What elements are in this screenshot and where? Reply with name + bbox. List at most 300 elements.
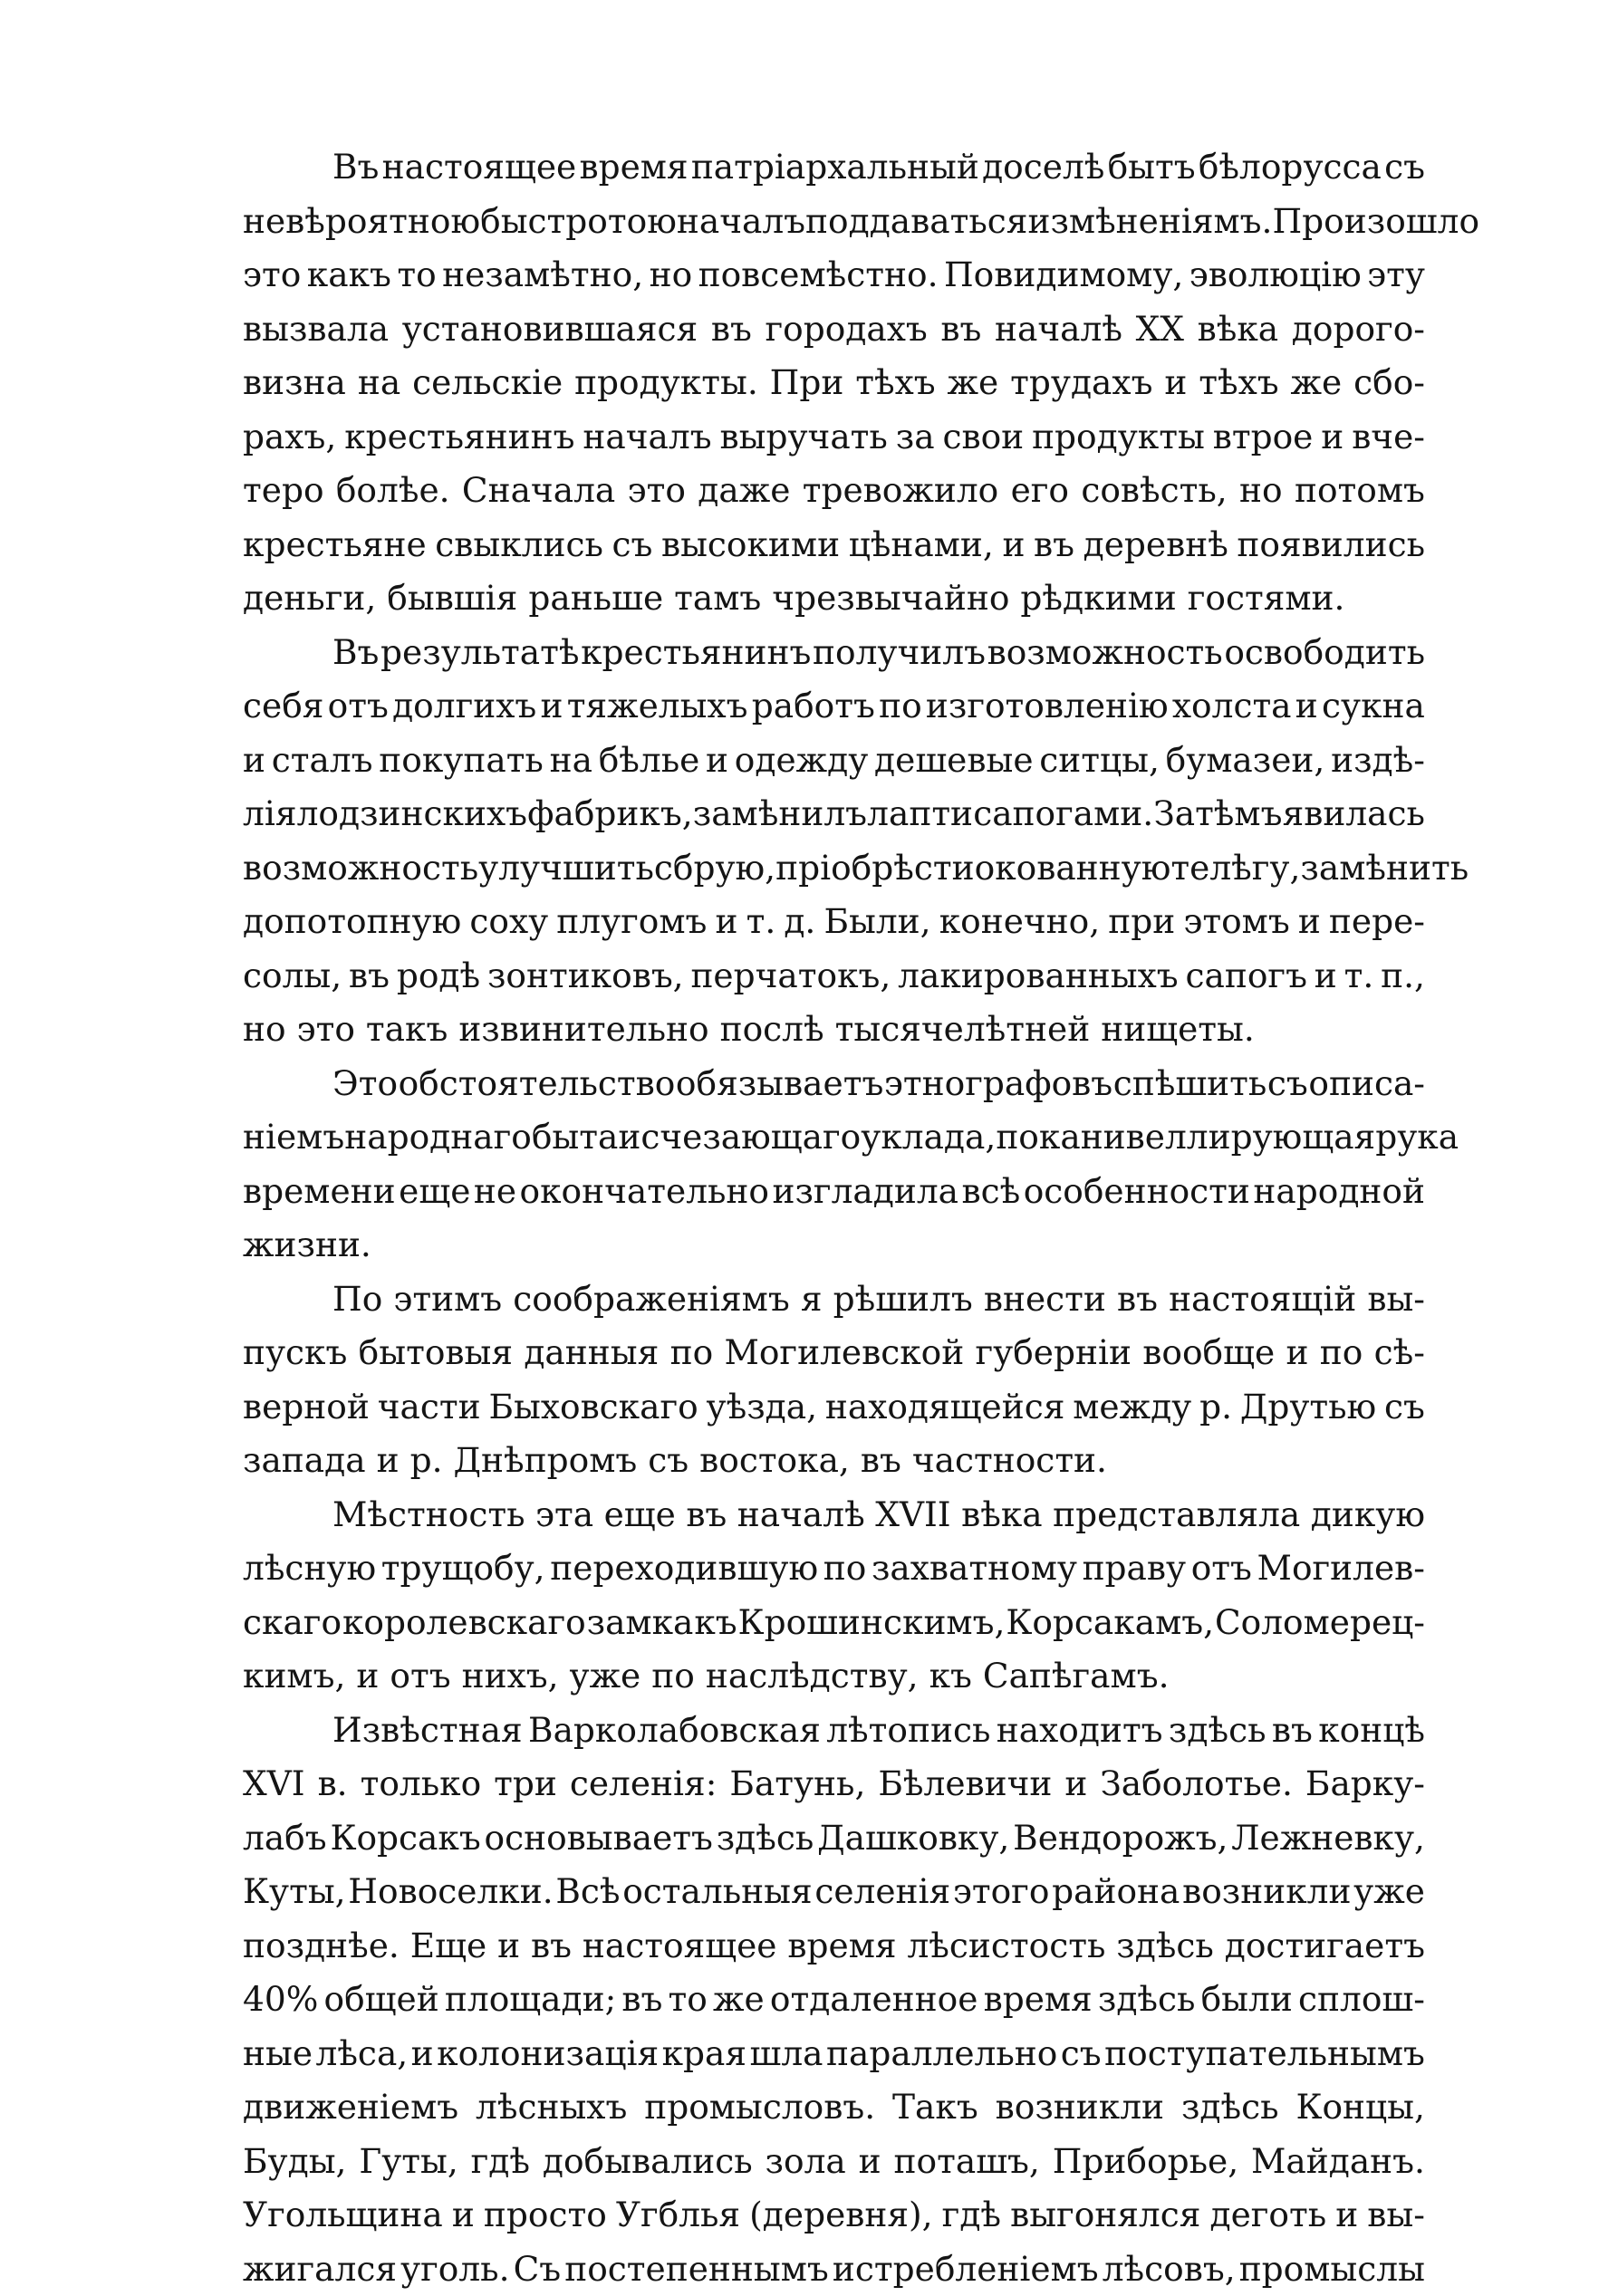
word: улучшить bbox=[478, 841, 654, 896]
text-line bbox=[243, 464, 1425, 518]
word: же bbox=[1291, 356, 1343, 410]
word: по bbox=[670, 1326, 714, 1380]
word: долгихъ bbox=[392, 679, 536, 734]
paragraph bbox=[243, 1273, 1425, 1488]
word: быта bbox=[532, 1110, 619, 1165]
word: такъ bbox=[366, 1003, 448, 1057]
word: раньше bbox=[528, 572, 663, 626]
paragraph bbox=[243, 1488, 1425, 1704]
word: къ bbox=[694, 1596, 737, 1650]
word: вы- bbox=[1367, 2188, 1425, 2243]
word: промыслы bbox=[1239, 2243, 1425, 2296]
word: освободить bbox=[1224, 626, 1425, 680]
word: пріобрѣсти bbox=[775, 841, 975, 896]
word: здѣсь bbox=[1169, 1704, 1266, 1758]
word: возможность bbox=[987, 626, 1223, 680]
word: Съ bbox=[514, 2243, 562, 2296]
word: сбрую, bbox=[654, 841, 775, 896]
word: холста bbox=[1172, 679, 1292, 734]
word: Еще bbox=[410, 1919, 486, 1974]
word: сталъ bbox=[272, 734, 373, 788]
word: свои bbox=[942, 410, 1024, 465]
word: въ bbox=[861, 1434, 901, 1488]
text-line bbox=[243, 1704, 1425, 1758]
word: но bbox=[243, 1003, 286, 1057]
word: Повидимому, bbox=[944, 248, 1183, 303]
word: лѣса, bbox=[316, 2027, 409, 2081]
text-line bbox=[243, 572, 1425, 626]
word: позднѣе. bbox=[243, 1919, 400, 1974]
word: крестьянинъ bbox=[581, 626, 811, 680]
word: плугомъ bbox=[556, 895, 707, 949]
word: были bbox=[1201, 1973, 1293, 2027]
word: въ bbox=[940, 303, 981, 357]
word: бумазеи, bbox=[1166, 734, 1325, 788]
word: ніемъ bbox=[243, 1110, 344, 1165]
word: сельскіе bbox=[412, 356, 563, 410]
text-line bbox=[243, 410, 1425, 465]
word: части bbox=[378, 1380, 481, 1435]
word: сапогами. bbox=[973, 787, 1153, 841]
word: въ bbox=[621, 1973, 662, 2027]
word: края bbox=[662, 2027, 746, 2081]
word: колонизація bbox=[437, 2027, 659, 2081]
word: тревожило bbox=[803, 464, 999, 518]
word: постепеннымъ bbox=[564, 2243, 829, 2296]
word: Сапѣгамъ. bbox=[983, 1649, 1170, 1704]
word: покупать bbox=[379, 734, 544, 788]
text-line bbox=[243, 2027, 1425, 2081]
text-line bbox=[243, 2135, 1425, 2189]
word: сбо- bbox=[1353, 356, 1425, 410]
word: описа- bbox=[1308, 1057, 1425, 1111]
text-line bbox=[243, 1218, 1425, 1273]
word: издѣ- bbox=[1331, 734, 1425, 788]
word: д. bbox=[784, 895, 815, 949]
word: Бѣлевичи bbox=[878, 1757, 1052, 1811]
word: Могилев- bbox=[1257, 1542, 1425, 1596]
word: болѣе. bbox=[336, 464, 450, 518]
word: добывались bbox=[543, 2135, 753, 2189]
word: окованную bbox=[975, 841, 1171, 896]
text-line bbox=[243, 248, 1425, 303]
word: три bbox=[494, 1757, 557, 1811]
word: началѣ bbox=[737, 1488, 865, 1542]
word: уголь. bbox=[400, 2243, 509, 2296]
word: лодзинскихъ bbox=[297, 787, 527, 841]
word: здѣсь bbox=[1181, 2080, 1279, 2135]
word: и bbox=[1315, 949, 1337, 1004]
word: параллельно bbox=[826, 2027, 1057, 2081]
word: времени bbox=[243, 1165, 396, 1219]
word: Майданъ. bbox=[1251, 2135, 1425, 2189]
word: бѣлье bbox=[599, 734, 700, 788]
word: Крошинскимъ, bbox=[738, 1596, 1006, 1650]
word: теро bbox=[243, 464, 324, 518]
word: къ bbox=[929, 1649, 972, 1704]
word: Концы, bbox=[1295, 2080, 1424, 2135]
word: Затѣмъ bbox=[1153, 787, 1282, 841]
word: Заболотье. bbox=[1100, 1757, 1293, 1811]
word: бывшія bbox=[387, 572, 517, 626]
word: съ bbox=[1061, 2027, 1102, 2081]
word: верной bbox=[243, 1380, 370, 1435]
word: Угольщина bbox=[243, 2188, 443, 2243]
word: эту bbox=[1367, 248, 1425, 303]
word: съ bbox=[612, 518, 652, 572]
word: соображеніямъ bbox=[513, 1273, 789, 1327]
word: лѣсныхъ bbox=[476, 2080, 627, 2135]
word: уже bbox=[1353, 1865, 1425, 1919]
word: рѣшилъ bbox=[833, 1273, 973, 1327]
word: по bbox=[823, 1542, 867, 1596]
word: и bbox=[1286, 1326, 1308, 1380]
word: Сначала bbox=[462, 464, 615, 518]
word: возникли bbox=[1182, 1865, 1351, 1919]
word: исчезающаго bbox=[618, 1110, 861, 1165]
word: нивеллирующая bbox=[1081, 1110, 1376, 1165]
word: 40% bbox=[243, 1973, 318, 2027]
word: выручать bbox=[720, 410, 888, 465]
word: невѣроятною bbox=[243, 195, 480, 249]
word: время bbox=[984, 1973, 1093, 2027]
word: Мѣстность bbox=[332, 1488, 525, 1542]
word: уѣзда, bbox=[707, 1380, 818, 1435]
word: данныя bbox=[524, 1326, 659, 1380]
word: пока bbox=[996, 1110, 1080, 1165]
word: ситцы, bbox=[1039, 734, 1160, 788]
word: тяжелыхъ bbox=[567, 679, 748, 734]
word: обязываетъ bbox=[676, 1057, 883, 1111]
word: за bbox=[896, 410, 935, 465]
word: настоящее bbox=[583, 1919, 777, 1974]
word: тѣхъ bbox=[1199, 356, 1278, 410]
word: Друтью bbox=[1240, 1380, 1376, 1435]
word: этимъ bbox=[393, 1273, 502, 1327]
word: Были, bbox=[823, 895, 930, 949]
word: изгладила bbox=[772, 1165, 958, 1219]
word: лабъ bbox=[243, 1811, 327, 1866]
word: промысловъ. bbox=[644, 2080, 875, 2135]
word: поступательнымъ bbox=[1104, 2027, 1425, 2081]
word: народной bbox=[1253, 1165, 1425, 1219]
text-line bbox=[243, 1973, 1425, 2027]
text-line bbox=[243, 2188, 1425, 2243]
text-line bbox=[243, 734, 1425, 788]
word: остальныя bbox=[622, 1865, 812, 1919]
word: и bbox=[452, 2188, 475, 2243]
word: какъ bbox=[307, 248, 391, 303]
word: праву bbox=[1083, 1542, 1187, 1596]
word: тысячелѣтней bbox=[835, 1003, 1091, 1057]
word: рѣдкими bbox=[1020, 572, 1176, 626]
word: крестьянинъ bbox=[344, 410, 574, 465]
text-line bbox=[243, 1649, 1425, 1704]
word: переходившую bbox=[550, 1542, 818, 1596]
word: лѣсистость bbox=[907, 1919, 1105, 1974]
word: тамъ bbox=[674, 572, 761, 626]
word: губерніи bbox=[976, 1326, 1132, 1380]
word: вѣка bbox=[961, 1488, 1043, 1542]
word: визна bbox=[243, 356, 346, 410]
word: началъ bbox=[583, 410, 711, 465]
word: я bbox=[801, 1273, 823, 1327]
word: представляла bbox=[1053, 1488, 1300, 1542]
word: отъ bbox=[1191, 1542, 1252, 1596]
word: Батунь, bbox=[729, 1757, 865, 1811]
word: и bbox=[1164, 356, 1187, 410]
word: вызвала bbox=[243, 303, 389, 357]
word: находящейся bbox=[825, 1380, 1065, 1435]
word: появились bbox=[1237, 518, 1425, 572]
word: не bbox=[474, 1165, 516, 1219]
word: здѣсь bbox=[1098, 1973, 1196, 2027]
word: въ bbox=[1272, 1704, 1313, 1758]
word: втрое bbox=[1213, 410, 1314, 465]
word: деревнѣ bbox=[1083, 518, 1228, 572]
paragraph bbox=[243, 1057, 1425, 1273]
word: родѣ bbox=[397, 949, 480, 1004]
word: послѣ bbox=[720, 1003, 824, 1057]
word: Варколабовская bbox=[528, 1704, 821, 1758]
paragraph bbox=[243, 140, 1425, 626]
word: пускъ bbox=[243, 1326, 347, 1380]
word: это bbox=[297, 1003, 355, 1057]
word: Дашковку, bbox=[817, 1811, 1009, 1866]
word: Новоселки. bbox=[348, 1865, 553, 1919]
word: въ bbox=[349, 949, 390, 1004]
word: жигался bbox=[243, 2243, 397, 2296]
text-line bbox=[243, 949, 1425, 1004]
word: основываетъ bbox=[485, 1811, 713, 1866]
word: по bbox=[1320, 1326, 1363, 1380]
word: шла bbox=[749, 2027, 823, 2081]
text-line bbox=[243, 1110, 1425, 1165]
word: обстоятельство bbox=[399, 1057, 676, 1111]
word: р. bbox=[410, 1434, 443, 1488]
word: лія bbox=[243, 787, 296, 841]
text-line bbox=[243, 1811, 1425, 1866]
word: бытовыя bbox=[359, 1326, 513, 1380]
word: народнаго bbox=[344, 1110, 532, 1165]
word: Такъ bbox=[892, 2080, 978, 2135]
word: т. bbox=[746, 895, 776, 949]
word: чрезвычайно bbox=[772, 572, 1009, 626]
word: XX bbox=[1136, 303, 1184, 357]
word: достигаетъ bbox=[1225, 1919, 1425, 1974]
word: частности. bbox=[912, 1434, 1107, 1488]
word: замѣнить bbox=[1300, 841, 1469, 896]
text-line bbox=[243, 1165, 1425, 1219]
word: изготовленію bbox=[926, 679, 1169, 734]
word: Быховскаго bbox=[488, 1380, 698, 1435]
paragraph bbox=[243, 626, 1425, 1057]
word: вче- bbox=[1352, 410, 1425, 465]
word: и bbox=[1295, 679, 1318, 734]
word: ные bbox=[243, 2027, 313, 2081]
text-line bbox=[243, 679, 1425, 734]
word: быстротою bbox=[480, 195, 677, 249]
word: Соломерец- bbox=[1215, 1596, 1425, 1650]
word: возможность bbox=[243, 841, 478, 896]
text-line bbox=[243, 195, 1425, 249]
word: здѣсь bbox=[1116, 1919, 1214, 1974]
word: гдѣ bbox=[942, 2188, 1001, 2243]
word: и bbox=[1298, 895, 1321, 949]
word: и bbox=[377, 1434, 400, 1488]
text-line bbox=[243, 1542, 1425, 1596]
word: п., bbox=[1381, 949, 1425, 1004]
word: цѣнами, bbox=[849, 518, 994, 572]
word: въ bbox=[686, 1488, 727, 1542]
word: деготь bbox=[1209, 2188, 1326, 2243]
text-line bbox=[243, 895, 1425, 949]
text-line bbox=[243, 1380, 1425, 1435]
word: этнографовъ bbox=[884, 1057, 1112, 1111]
word: Куты, bbox=[243, 1865, 346, 1919]
word: наслѣдству, bbox=[706, 1649, 919, 1704]
text-line bbox=[243, 787, 1425, 841]
word: свыклись bbox=[435, 518, 603, 572]
word: просто bbox=[484, 2188, 607, 2243]
word: еще bbox=[604, 1488, 676, 1542]
word: еще bbox=[399, 1165, 470, 1219]
word: поддаваться bbox=[805, 195, 1027, 249]
word: совѣсть, bbox=[1081, 464, 1227, 518]
word: результатѣ bbox=[380, 626, 579, 680]
word: настоящее bbox=[382, 140, 577, 195]
word: доселѣ bbox=[982, 140, 1104, 195]
text-line bbox=[243, 1057, 1425, 1111]
word: здѣсь bbox=[717, 1811, 814, 1866]
word: эволюцію bbox=[1189, 248, 1362, 303]
text-line bbox=[243, 356, 1425, 410]
word: селенія bbox=[814, 1865, 950, 1919]
word: работъ bbox=[752, 679, 875, 734]
word: дорого- bbox=[1292, 303, 1425, 357]
paragraph bbox=[243, 1704, 1425, 2296]
word: но bbox=[650, 248, 693, 303]
word: дешевые bbox=[874, 734, 1034, 788]
word: измѣненіямъ. bbox=[1027, 195, 1272, 249]
text-line bbox=[243, 1596, 1425, 1650]
word: окончательно bbox=[520, 1165, 769, 1219]
word: сапогъ bbox=[1186, 949, 1307, 1004]
word: тѣхъ bbox=[855, 356, 935, 410]
word: явилась bbox=[1283, 787, 1425, 841]
text-line bbox=[243, 2080, 1425, 2135]
word: находитъ bbox=[997, 1704, 1163, 1758]
word: лакированныхъ bbox=[898, 949, 1179, 1004]
word: на bbox=[550, 734, 592, 788]
word: незамѣтно, bbox=[442, 248, 643, 303]
word: движеніемъ bbox=[243, 2080, 458, 2135]
word: уже bbox=[570, 1649, 641, 1704]
text-line bbox=[243, 1434, 1425, 1488]
word: Днѣпромъ bbox=[454, 1434, 638, 1488]
word: жизни. bbox=[243, 1218, 371, 1273]
word: истребленіемъ bbox=[833, 2243, 1099, 2296]
word: получилъ bbox=[813, 626, 986, 680]
word: настоящій bbox=[1169, 1273, 1356, 1327]
word: При bbox=[770, 356, 844, 410]
word: трудахъ bbox=[1010, 356, 1152, 410]
word: время bbox=[787, 1919, 896, 1974]
word: скаго bbox=[243, 1596, 342, 1650]
word: его bbox=[1011, 464, 1069, 518]
word: и bbox=[1321, 410, 1344, 465]
word: потомъ bbox=[1295, 464, 1425, 518]
word: зонтиковъ, bbox=[487, 949, 684, 1004]
text-line bbox=[243, 1003, 1425, 1057]
word: въ bbox=[531, 1919, 572, 1974]
word: вѣка bbox=[1198, 303, 1279, 357]
word: солы, bbox=[243, 949, 342, 1004]
word: только bbox=[361, 1757, 482, 1811]
word: съ bbox=[1267, 1057, 1308, 1111]
word: Всѣ bbox=[555, 1865, 620, 1919]
word: и bbox=[411, 2027, 434, 2081]
word: Могилевской bbox=[724, 1326, 964, 1380]
word: время bbox=[579, 140, 688, 195]
word: востока, bbox=[699, 1434, 850, 1488]
word: сплош- bbox=[1298, 1973, 1425, 2027]
word: крестьяне bbox=[243, 518, 427, 572]
word: одежду bbox=[735, 734, 869, 788]
text-line bbox=[243, 1757, 1425, 1811]
word: лѣсную bbox=[243, 1542, 376, 1596]
word: Произошло bbox=[1272, 195, 1479, 249]
word: рахъ, bbox=[243, 410, 336, 465]
word: зола bbox=[766, 2135, 846, 2189]
text-line bbox=[243, 518, 1425, 572]
word: рука bbox=[1375, 1110, 1459, 1165]
word: Гуты, bbox=[359, 2135, 457, 2189]
word: выгонялся bbox=[1010, 2188, 1200, 2243]
word: отдаленное bbox=[770, 1973, 978, 2027]
word: гостями. bbox=[1188, 572, 1345, 626]
word: уклада, bbox=[861, 1110, 996, 1165]
word: продукты bbox=[1032, 410, 1205, 465]
word: между bbox=[1073, 1380, 1191, 1435]
word: и bbox=[540, 679, 563, 734]
word: Вендорожъ, bbox=[1013, 1811, 1228, 1866]
word: при bbox=[1108, 895, 1175, 949]
text-line bbox=[243, 303, 1425, 357]
word: городахъ bbox=[765, 303, 927, 357]
word: въ bbox=[1117, 1273, 1158, 1327]
word: Лежневку, bbox=[1231, 1811, 1425, 1866]
word: пере- bbox=[1329, 895, 1425, 949]
word: замка bbox=[587, 1596, 694, 1650]
word: захватному bbox=[872, 1542, 1077, 1596]
word: и bbox=[859, 2135, 881, 2189]
word: началъ bbox=[677, 195, 805, 249]
word: лапти bbox=[867, 787, 973, 841]
word: съ bbox=[1384, 140, 1425, 195]
word: и bbox=[715, 895, 737, 949]
word: XVII bbox=[875, 1488, 950, 1542]
word: замѣнилъ bbox=[693, 787, 867, 841]
word: съ bbox=[1384, 1380, 1425, 1435]
word: съ bbox=[648, 1434, 689, 1488]
text-line bbox=[243, 1865, 1425, 1919]
word: и bbox=[497, 1919, 520, 1974]
word: в. bbox=[318, 1757, 348, 1811]
word: по bbox=[651, 1649, 695, 1704]
word: то bbox=[669, 1973, 708, 2027]
word: всѣ bbox=[961, 1165, 1020, 1219]
